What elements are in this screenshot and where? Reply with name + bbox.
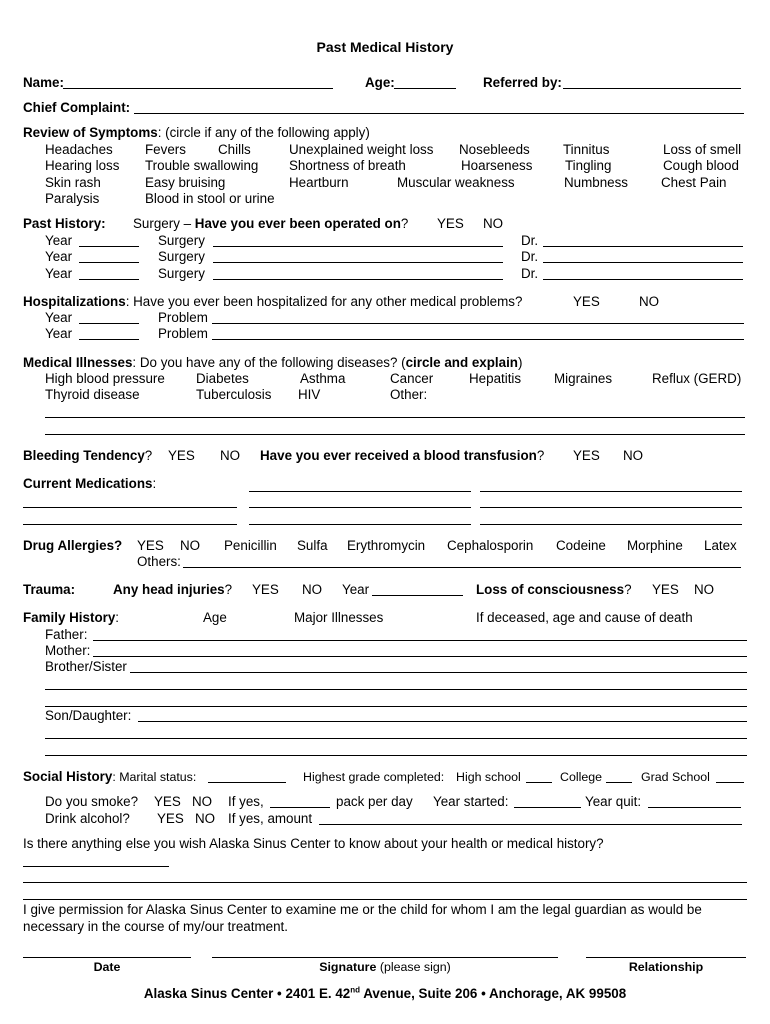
year-label: Year: [45, 233, 73, 248]
symptom[interactable]: Tinnitus: [563, 142, 610, 157]
transfusion-yes[interactable]: YES: [573, 448, 600, 463]
trauma-year-label: Year: [342, 582, 370, 597]
hospitalized-yes[interactable]: YES: [573, 294, 600, 309]
illnesses-bold: circle and explain: [405, 355, 518, 370]
signature-label: Signature: [319, 960, 377, 974]
year-started-field[interactable]: [514, 807, 581, 808]
symptom[interactable]: Chills: [218, 142, 251, 157]
medication-field[interactable]: [480, 491, 742, 492]
disease[interactable]: High blood pressure: [45, 371, 165, 386]
child-field[interactable]: [138, 721, 747, 722]
anything-else-field[interactable]: [23, 866, 169, 867]
surgery-field[interactable]: [213, 262, 503, 263]
grad-school-label: Grad School: [641, 770, 710, 784]
college-label: College: [560, 770, 603, 784]
disease[interactable]: Diabetes: [196, 371, 249, 386]
review-heading: [23, 125, 370, 141]
symptom[interactable]: Heartburn: [289, 175, 349, 190]
problem-label: Problem: [158, 326, 208, 341]
illnesses-label: Medical Illnesses: [23, 355, 133, 370]
bleeding-qmark: ?: [144, 448, 153, 463]
surgery-field[interactable]: [213, 246, 503, 247]
symptom[interactable]: Skin rash: [45, 175, 101, 190]
surgery-field[interactable]: [213, 279, 503, 280]
medication-field[interactable]: [480, 507, 742, 508]
head-injury-yes[interactable]: YES: [252, 582, 279, 597]
disease[interactable]: HIV: [298, 387, 321, 402]
hospitalizations-question: : Have you ever been hospitalized for any other medical problems?: [125, 294, 523, 309]
college-field[interactable]: [606, 782, 632, 783]
symptom[interactable]: Tingling: [565, 158, 612, 173]
consciousness-qmark: ?: [624, 582, 632, 597]
head-injury-label: Any head injuries: [113, 582, 225, 597]
father-field[interactable]: [93, 640, 747, 641]
grade-label: Highest grade completed:: [303, 770, 445, 784]
operated-no[interactable]: NO: [483, 216, 504, 231]
drug-option[interactable]: Cephalosporin: [447, 538, 534, 553]
name-field[interactable]: [63, 88, 333, 89]
child-field[interactable]: [45, 738, 747, 739]
allergies-no[interactable]: NO: [180, 538, 201, 553]
consciousness-label: Loss of consciousness: [476, 582, 625, 597]
year-label: Year: [45, 266, 73, 281]
drug-option[interactable]: Morphine: [627, 538, 683, 553]
footer-address: [0, 986, 770, 1002]
problem-label: Problem: [158, 310, 208, 325]
referred-label: Referred by:: [483, 75, 562, 90]
review-label: Review of Symptoms: [23, 125, 158, 140]
alcohol-no[interactable]: NO: [195, 811, 216, 826]
footer-sup: nd: [350, 985, 361, 995]
head-injury-question: [113, 582, 232, 598]
consciousness-yes[interactable]: YES: [652, 582, 679, 597]
dr-label: Dr.: [521, 249, 539, 264]
pack-label: pack per day: [336, 794, 413, 809]
hospital-year-field[interactable]: [79, 323, 139, 324]
symptom[interactable]: Numbness: [564, 175, 629, 190]
surgery-label: Surgery: [158, 266, 205, 281]
family-deceased-header: If deceased, age and cause of death: [476, 610, 693, 625]
amount-field[interactable]: [319, 824, 742, 825]
symptom[interactable]: Nosebleeds: [459, 142, 530, 157]
other-disease-label: Other:: [390, 387, 428, 402]
hospitalizations-label: Hospitalizations: [23, 294, 126, 309]
page-title: Past Medical History: [316, 39, 454, 55]
relationship-label: Relationship: [628, 960, 704, 974]
signature-note: (please sign): [376, 960, 451, 974]
disease[interactable]: Migraines: [554, 371, 613, 386]
dr-label: Dr.: [521, 266, 539, 281]
year-label: Year: [45, 249, 73, 264]
mother-field[interactable]: [93, 656, 747, 657]
dr-field[interactable]: [543, 279, 743, 280]
surgery-year-field[interactable]: [79, 262, 139, 263]
illnesses-question: : Do you have any of the following diseases? (: [132, 355, 406, 370]
year-label: Year: [45, 326, 73, 341]
past-history-label: Past History:: [23, 216, 106, 231]
year-label: Year: [45, 310, 73, 325]
alcohol-yes[interactable]: YES: [157, 811, 184, 826]
disease[interactable]: Thyroid disease: [45, 387, 140, 402]
medications-label: Current Medications: [23, 476, 153, 491]
name-label: Name:: [23, 75, 64, 90]
drug-option[interactable]: Sulfa: [297, 538, 328, 553]
symptom[interactable]: Cough blood: [663, 158, 739, 173]
sibling-field[interactable]: [45, 689, 747, 690]
dr-label: Dr.: [521, 233, 539, 248]
problem-field[interactable]: [212, 339, 744, 340]
transfusion-qmark: ?: [536, 448, 545, 463]
trauma-year-field[interactable]: [372, 595, 463, 596]
disease[interactable]: Reflux (GERD): [652, 371, 742, 386]
allergies-yes[interactable]: YES: [137, 538, 164, 553]
hospitalized-no[interactable]: NO: [639, 294, 660, 309]
medication-field[interactable]: [249, 524, 471, 525]
marital-field[interactable]: [208, 782, 286, 783]
illnesses-close: ): [518, 355, 523, 370]
grad-school-field[interactable]: [716, 782, 744, 783]
head-injury-qmark: ?: [224, 582, 233, 597]
smoke-label: Do you smoke?: [45, 794, 139, 809]
illness-explain-field[interactable]: [45, 434, 745, 435]
smoke-yes[interactable]: YES: [154, 794, 181, 809]
symptom[interactable]: Loss of smell: [663, 142, 742, 157]
permission-text: I give permission for Alaska Sinus Center to examine me or the child for whom I am the legal guardian as would be: [23, 902, 702, 917]
father-label: Father:: [45, 627, 88, 642]
disease[interactable]: Cancer: [390, 371, 434, 386]
social-heading: [23, 769, 196, 785]
surgery-prefix: Surgery –: [133, 216, 195, 231]
surgery-label: Surgery: [158, 233, 205, 248]
mother-label: Mother:: [45, 643, 91, 658]
age-field[interactable]: [394, 88, 456, 89]
permission-text: necessary in the course of my/our treatment.: [23, 919, 288, 934]
anything-else-field[interactable]: [23, 899, 747, 900]
symptom[interactable]: Chest Pain: [661, 175, 727, 190]
symptom[interactable]: Headaches: [45, 142, 113, 157]
drug-option[interactable]: Latex: [704, 538, 737, 553]
medication-field[interactable]: [249, 491, 471, 492]
hospitalizations-heading: [23, 294, 522, 310]
family-colon: :: [115, 610, 120, 625]
symptom[interactable]: Paralysis: [45, 191, 100, 206]
dr-field[interactable]: [543, 246, 743, 247]
bleeding-heading: [23, 448, 152, 464]
anything-else-question: Is there anything else you wish Alaska Sinus Center to know about your health or medical history?: [23, 836, 604, 851]
disease[interactable]: Hepatitis: [469, 371, 522, 386]
other-allergies-field[interactable]: [183, 567, 741, 568]
transfusion-label: Have you ever received a blood transfusion: [260, 448, 537, 463]
consciousness-question: [476, 582, 632, 598]
child-field[interactable]: [45, 755, 747, 756]
signature-field[interactable]: [212, 957, 558, 958]
chief-complaint-field[interactable]: [134, 113, 744, 114]
footer-part2: Avenue, Suite 206 • Anchorage, AK 99508: [360, 986, 627, 1001]
symptom[interactable]: Shortness of breath: [289, 158, 406, 173]
symptom[interactable]: Unexplained weight loss: [289, 142, 434, 157]
social-label: Social History: [23, 769, 113, 784]
date-label: Date: [93, 960, 121, 974]
sibling-field[interactable]: [45, 706, 747, 707]
chief-complaint-label: Chief Complaint:: [23, 100, 131, 115]
bleeding-label: Bleeding Tendency: [23, 448, 145, 463]
bleeding-yes[interactable]: YES: [168, 448, 195, 463]
drug-option[interactable]: Penicillin: [224, 538, 277, 553]
date-field[interactable]: [23, 957, 191, 958]
if-yes-label: If yes,: [228, 794, 264, 809]
trauma-label: Trauma:: [23, 582, 76, 597]
sibling-field[interactable]: [130, 672, 747, 673]
child-label: Son/Daughter:: [45, 708, 132, 723]
others-label: Others:: [137, 554, 181, 569]
family-label: Family History: [23, 610, 116, 625]
family-age-header: Age: [203, 610, 227, 625]
drug-option[interactable]: Codeine: [556, 538, 606, 553]
medications-colon: :: [152, 476, 157, 491]
marital-label: : Marital status:: [112, 770, 197, 784]
packs-field[interactable]: [270, 807, 330, 808]
symptom[interactable]: Fevers: [145, 142, 186, 157]
year-quit-label: Year quit:: [585, 794, 642, 809]
bleeding-no[interactable]: NO: [220, 448, 241, 463]
medication-field[interactable]: [249, 507, 471, 508]
referred-field[interactable]: [563, 88, 741, 89]
year-started-label: Year started:: [433, 794, 509, 809]
illnesses-heading: [23, 355, 522, 371]
drug-option[interactable]: Erythromycin: [347, 538, 426, 553]
allergies-label: Drug Allergies?: [23, 538, 123, 553]
head-injury-no[interactable]: NO: [302, 582, 323, 597]
symptom[interactable]: Trouble swallowing: [145, 158, 259, 173]
high-school-field[interactable]: [526, 782, 552, 783]
hospital-year-field[interactable]: [79, 339, 139, 340]
symptom[interactable]: Easy bruising: [145, 175, 226, 190]
transfusion-no[interactable]: NO: [623, 448, 644, 463]
anything-else-field[interactable]: [23, 882, 747, 883]
disease[interactable]: Tuberculosis: [196, 387, 272, 402]
family-illnesses-header: Major Illnesses: [294, 610, 384, 625]
amount-label: If yes, amount: [228, 811, 313, 826]
medication-field[interactable]: [23, 507, 237, 508]
illness-explain-field[interactable]: [45, 417, 745, 418]
family-heading: [23, 610, 119, 626]
alcohol-label: Drink alcohol?: [45, 811, 130, 826]
transfusion-question: [260, 448, 544, 464]
sibling-label: Brother/Sister: [45, 659, 127, 674]
symptom[interactable]: Hearing loss: [45, 158, 120, 173]
problem-field[interactable]: [212, 323, 744, 324]
medication-field[interactable]: [23, 524, 237, 525]
symptom[interactable]: Hoarseness: [461, 158, 533, 173]
medications-heading: [23, 476, 156, 492]
surgery-label: Surgery: [158, 249, 205, 264]
consciousness-no[interactable]: NO: [694, 582, 715, 597]
surgery-year-field[interactable]: [79, 246, 139, 247]
question-mark: ?: [400, 216, 409, 231]
review-instruction: : (circle if any of the following apply): [157, 125, 370, 140]
footer-part1: Alaska Sinus Center • 2401 E. 42: [143, 986, 351, 1001]
age-label: Age:: [365, 75, 395, 90]
relationship-field[interactable]: [586, 957, 746, 958]
symptom[interactable]: Blood in stool or urine: [145, 191, 275, 206]
smoke-no[interactable]: NO: [192, 794, 213, 809]
operated-yes[interactable]: YES: [437, 216, 464, 231]
surgery-year-field[interactable]: [79, 279, 139, 280]
medication-field[interactable]: [480, 524, 742, 525]
symptom[interactable]: Muscular weakness: [397, 175, 515, 190]
disease[interactable]: Asthma: [300, 371, 346, 386]
high-school-label: High school: [456, 770, 521, 784]
surgery-question: [133, 216, 408, 232]
signature-label-wrap: [212, 959, 558, 975]
year-quit-field[interactable]: [648, 807, 741, 808]
dr-field[interactable]: [543, 262, 743, 263]
operated-question: Have you ever been operated on: [194, 216, 401, 231]
